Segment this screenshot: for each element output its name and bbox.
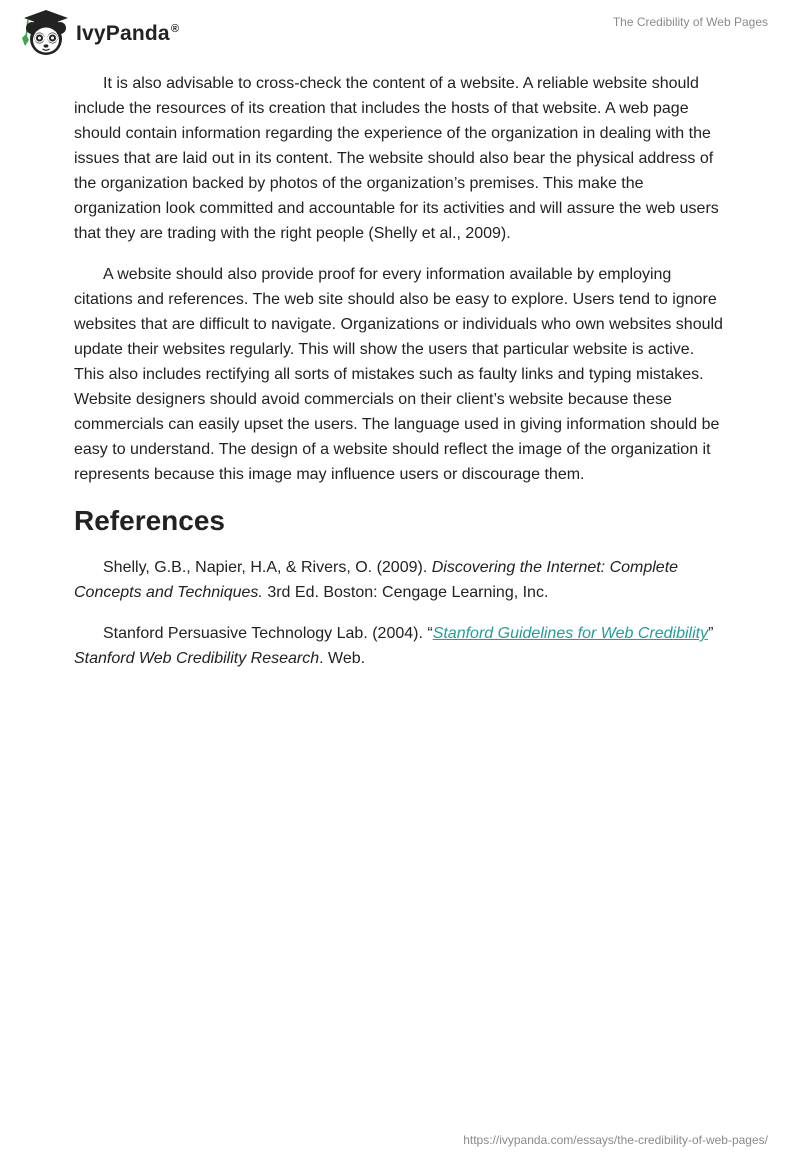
- footer-url: https://ivypanda.com/essays/the-credibility-of-web-pages/: [463, 1133, 768, 1147]
- reference-item-1: [74, 555, 724, 605]
- reference-2-authors: Stanford Persuasive Technology Lab. (2004). “: [103, 625, 433, 642]
- reference-2-rest: . Web.: [319, 650, 366, 667]
- reference-1-title: Discovering the Internet: Complete Concepts and Techniques.: [74, 559, 679, 601]
- brand-name-text: IvyPanda: [76, 22, 170, 45]
- reference-2-source: Stanford Web Credibility Research: [74, 650, 320, 667]
- panda-graduate-icon: [16, 8, 74, 58]
- reference-item-2: [74, 621, 724, 671]
- reference-1-rest: 3rd Ed. Boston: Cengage Learning, Inc.: [262, 584, 549, 601]
- body-paragraph-1: It is also advisable to cross-check the content of a website. A reliable website should include the resources of its creation that includes the hosts of that website. A web page should contain information regarding the experience of the organization in dealing with the issues that are laid out in its content. The website should also bear the physical address of the organization backed by photos of the organization’s premises. This make the organization look committed and accountable for its activities and will assure the web users that they are trading with the right people (Shelly et al., 2009).: [74, 75, 719, 242]
- references-heading: References: [74, 505, 225, 536]
- registered-mark: ®: [170, 23, 180, 35]
- body-paragraph-2: A website should also provide proof for every information available by employing citations and references. The web site should also be easy to explore. Users tend to ignore websites that are difficult to navigate. Organizations or individuals who own websites should update their websites regularly. This will show the users that particular website is active. This also includes rectifying all sorts of mistakes such as faulty links and typing mistakes. Website designers should avoid commercials on their client’s website because these commercials can easily upset the users. The language used in giving information should be easy to understand. The design of a website should reflect the image of the organization it represents because this image may influence users or discourage them.: [74, 266, 723, 483]
- page-header: [0, 0, 800, 64]
- reference-2-after-link: ”: [708, 625, 714, 642]
- document-title: The Credibility of Web Pages: [612, 15, 768, 29]
- reference-1-authors: Shelly, G.B., Napier, H.A, & Rivers, O. (2009).: [103, 559, 432, 576]
- reference-2-link[interactable]: Stanford Guidelines for Web Credibility: [432, 625, 709, 642]
- brand-name: [76, 22, 179, 46]
- essay-content: [74, 71, 724, 687]
- ivypanda-logo[interactable]: [16, 8, 179, 58]
